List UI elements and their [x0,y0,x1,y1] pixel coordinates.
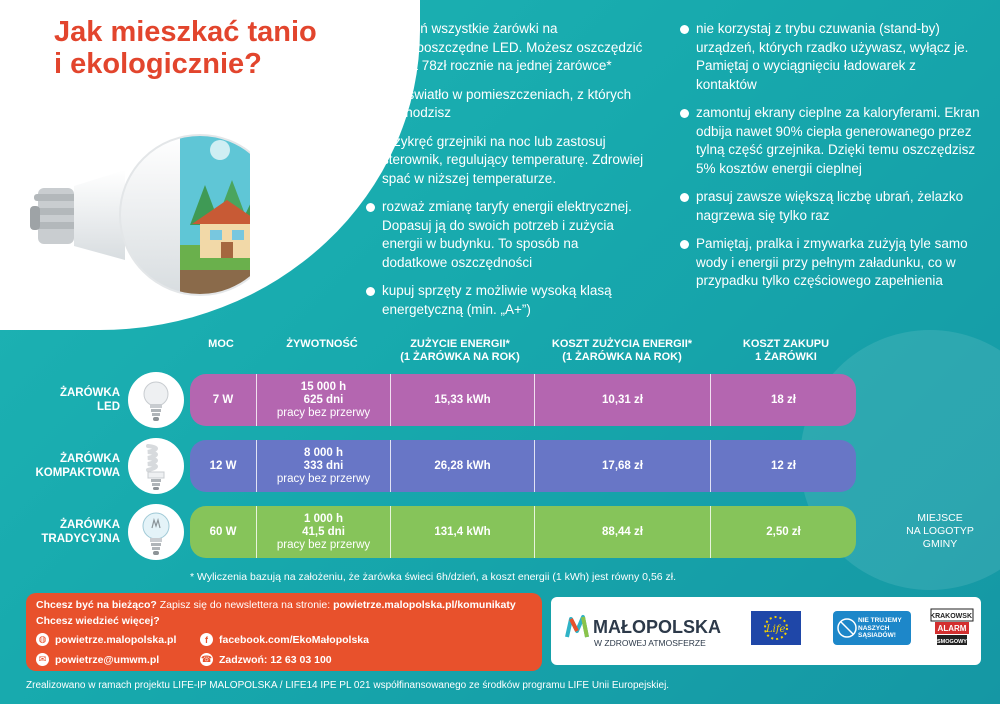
newsletter-question: Chcesz być na bieżąco? [36,599,157,611]
header-energy-line1: ZUŻYCIE ENERGII* [410,338,510,350]
tip-item [680,235,980,291]
tip-item [366,86,646,123]
bulb-icon [30,130,250,310]
malopolska-tagline: W ZDROWEJ ATMOSFERZE [594,638,706,648]
bullet-icon [680,25,689,34]
nie-trujemy-text: NIE TRUJEMY NASZYCH SĄSIADÓW! [858,617,902,639]
partner-logos [551,597,981,665]
row-label-line2: TRADYCYJNA [41,533,120,545]
cell-cost: 88,44 zł [534,506,710,558]
table-row [0,502,1000,564]
tips-column-left [366,20,646,329]
header-energy [390,338,530,364]
bullet-icon [680,240,689,249]
contact-box [26,593,542,671]
cell-energy: 15,33 kWh [390,374,534,426]
tip-text: Pamiętaj, pralka i zmywarka zużyją tyle samo wody i energii przy pełnym załadunku, co w przypadku tylko częściowego zapełnienia [696,236,968,288]
bullet-icon [366,287,375,296]
nie-trujemy-logo [833,611,911,645]
header-price-line2: 1 ŻARÓWKI [755,351,817,363]
bullet-icon [680,193,689,202]
life-wordmark: Life [766,624,786,635]
cell-hours: 8 000 h [304,446,343,459]
logo-placeholder [890,512,990,551]
tip-text: zamontuj ekrany cieplne za kaloryferami. Ekran odbija nawet 90% ciepła generowanego przez tylną część grzejnika. Dzięki temu oszczędzisz 5% kosztów energii cieplnej [696,105,980,176]
facebook-icon: f [200,633,213,646]
tip-item [680,20,980,94]
row-label [10,518,120,546]
phone-text: Zadzwoń: 12 63 03 100 [219,653,332,666]
envelope-icon: ✉ [36,653,49,666]
tip-text: gaś światło w pomieszczeniach, z których wychodzisz [382,86,632,120]
row-bar [190,374,856,426]
tips-column-right [680,20,980,301]
cell-note: pracy bez przerwy [276,472,371,485]
logo-placeholder-line3: GMINY [922,538,958,550]
bullet-icon [366,203,375,212]
cell-days: 333 dni [303,459,344,472]
tip-text: rozważ zmianę taryfy energii elektrycznej. Dopasuj ją do swoich potrzeb i zużycia energii w budynku. To sposób na dodatkowe oszczędności [382,199,632,270]
more-info-heading: Chcesz wiedzieć więcej? [36,615,160,627]
krakowski-line3: SMOGOWY [937,639,967,645]
house-scene [180,130,250,310]
bulb-house-illustration [30,130,250,310]
tip-text: prasuj zawsze większą liczbę ubrań, żelazko nagrzewa się tylko raz [696,189,964,223]
row-label-line1: ŻARÓWKA [59,387,120,399]
row-label [10,452,120,480]
header-zywotnosc: ŻYWOTNOŚĆ [286,338,358,350]
cell-energy: 131,4 kWh [390,506,534,558]
facebook-link[interactable] [200,633,369,646]
tip-text: wymień wszystkie żarówki na energooszczędne LED. Możesz oszczędzić nawet 78zł rocznie na jednej żarówce* [382,21,643,73]
cell-lifetime [256,374,390,426]
newsletter-link[interactable]: powietrze.malopolska.pl/komunikaty [333,599,516,611]
cell-lifetime [256,440,390,492]
cell-cost: 17,68 zł [534,440,710,492]
cell-note: pracy bez przerwy [276,406,371,419]
compact-bulb-icon [128,438,184,494]
header-moc: MOC [208,338,234,350]
bullet-icon [366,25,375,34]
krakowski-line2: ALARM [937,624,967,633]
logo-placeholder-line2: NA LOGOTYP [906,525,974,537]
cell-cost: 10,31 zł [534,374,710,426]
email-link[interactable] [36,653,159,666]
row-bar [190,506,856,558]
row-bar [190,440,856,492]
page-title [54,16,354,80]
cell-hours: 15 000 h [300,380,347,393]
header-price [716,338,856,364]
email-text: powietrze@umwm.pl [55,653,160,666]
footnote: * Wyliczenia bazują na założeniu, że żarówka świeci 6h/dzień, a koszt energii (1 kWh) jest równy 0,56 zł. [190,571,677,583]
tip-item [366,133,646,189]
tip-item [366,282,646,319]
tip-item [680,188,980,225]
cell-lifetime [256,506,390,558]
bulb-base [30,188,78,244]
website-text: powietrze.malopolska.pl [55,633,177,646]
bullet-icon [366,138,375,147]
cell-price: 18 zł [710,374,856,426]
krakowski-alarm-logo [930,609,974,645]
website-link[interactable] [36,633,176,646]
header-cost-line1: KOSZT ZUŻYCIA ENERGII* [551,338,693,350]
row-label-line1: ŻARÓWKA [59,519,120,531]
tip-text: nie korzystaj z trybu czuwania (stand-by) urządzeń, których rzadko używasz, wyłącz je. Pamiętaj o wyciągnięciu ładowarek z kontaktów [696,21,969,92]
tip-item [366,20,646,76]
row-label-line2: LED [97,401,120,413]
newsletter-line [36,599,532,611]
krakowski-line1: KRAKOWSKI [930,613,974,620]
facebook-text: facebook.com/EkoMałopolska [219,633,369,646]
title-line-2: i ekologicznie? [54,48,262,80]
cell-price: 12 zł [710,440,856,492]
newsletter-text: Zapisz się do newslettera na stronie: [159,599,331,611]
row-label-line2: KOMPAKTOWA [35,467,120,479]
tip-item [680,104,980,178]
tip-text: kupuj sprzęty z możliwie wysoką klasą energetyczną (min. „A+”) [382,283,612,317]
logos-graphic [551,597,981,665]
cell-days: 41,5 dni [302,525,345,538]
row-label-line1: ŻARÓWKA [59,453,120,465]
traditional-bulb-icon [128,504,184,560]
logo-placeholder-line1: MIEJSCE [917,512,963,524]
cell-price: 2,50 zł [710,506,856,558]
header-energy-line2: (1 ŻARÓWKA NA ROK) [400,351,520,363]
header-cost-line2: (1 ŻARÓWKA NA ROK) [562,351,682,363]
cell-moc: 60 W [209,525,237,538]
row-label [10,386,120,414]
cell-hours: 1 000 h [304,512,343,525]
bullet-icon [366,91,375,100]
header-cost [538,338,706,364]
cell-moc: 7 W [212,393,234,406]
project-credit: Zrealizowano w ramach projektu LIFE-IP MALOPOLSKA / LIFE14 IPE PL 021 współfinansowanego ze środków programu LIFE Unii Europejskiej. [26,680,670,691]
tip-text: przykręć grzejniki na noc lub zastosuj sterownik, regulujący temperaturę. Zdrowiej spać w niższej temperaturze. [382,133,644,186]
cell-moc: 12 W [209,459,237,472]
cell-days: 625 dni [303,393,344,406]
cell-energy: 26,28 kWh [390,440,534,492]
table-row [0,436,1000,498]
tip-item [366,198,646,272]
malopolska-logo [567,617,721,648]
header-price-line1: KOSZT ZAKUPU [742,338,830,350]
title-line-1: Jak mieszkać tanio [54,16,317,48]
cell-note: pracy bez przerwy [276,538,371,551]
contact-grid [36,631,532,671]
comparison-table-header [0,338,1000,368]
phone-icon: ☎ [200,654,213,664]
malopolska-wordmark: MAŁOPOLSKA [593,617,721,637]
globe-icon: ◍ [36,633,49,646]
led-bulb-icon [128,372,184,428]
table-row [0,370,1000,432]
bullet-icon [680,109,689,118]
phone-link[interactable] [200,653,332,666]
